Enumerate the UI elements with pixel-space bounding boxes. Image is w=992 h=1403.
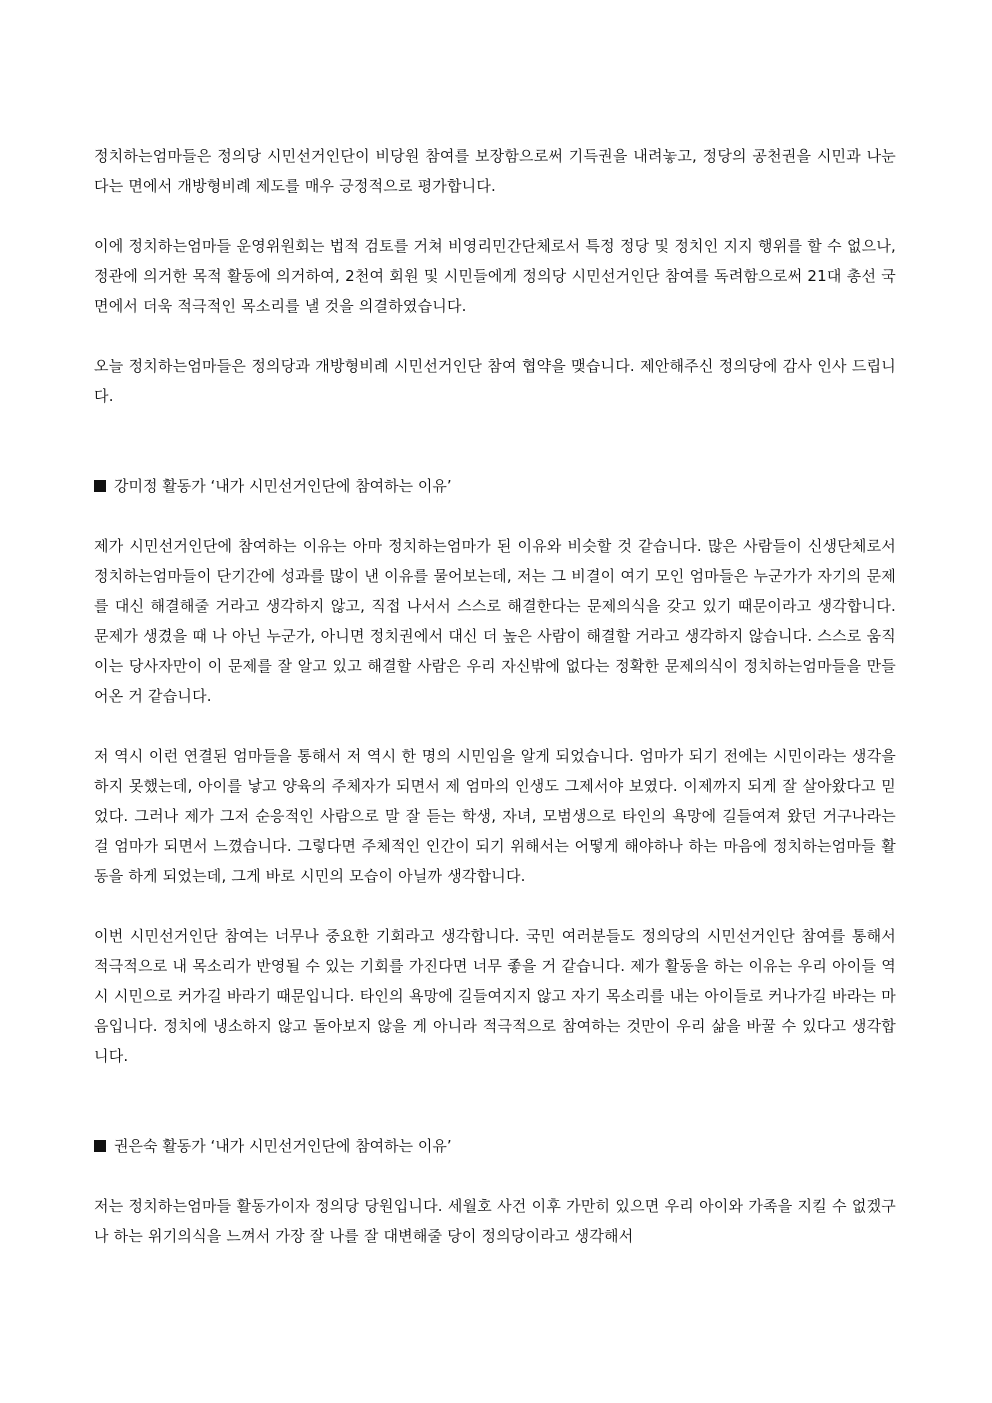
section1-paragraph-3: 이번 시민선거인단 참여는 너무나 중요한 기회라고 생각합니다. 국민 여러분들도 정의당의 시민선거인단 참여를 통해서 적극적으로 내 목소리가 반영될 수 있는 기회를 가진다면 너무 좋을 거 같습니다. 제가 활동을 하는 이유는 우리 아이들 역시 시민으로 커가길 바라기 때문입니다. 타인의 욕망에 길들여지지 않고 자기 목소리를 내는 아이들로 커나가길 바라는 마음입니다. 정치에 냉소하지 않고 돌아보지 않을 게 아니라 적극적으로 참여하는 것만이 우리 삶을 바꿀 수 있다고 생각합니다. <box>94 927 896 1065</box>
black-square-bullet-icon <box>94 480 106 492</box>
intro-paragraph-1: 정치하는엄마들은 정의당 시민선거인단이 비당원 참여를 보장함으로써 기득권을 내려놓고, 정당의 공천권을 시민과 나눈다는 면에서 개방형비례 제도를 매우 긍정적으로 평가합니다. <box>94 147 896 195</box>
intro-paragraph-3: 오늘 정치하는엄마들은 정의당과 개방형비례 시민선거인단 참여 협약을 맺습니다. 제안해주신 정의당에 감사 인사 드립니다. <box>94 357 896 405</box>
document-body <box>94 141 896 1251</box>
section-heading-1-text: 강미정 활동가 ‘내가 시민선거인단에 참여하는 이유’ <box>114 477 452 495</box>
black-square-bullet-icon <box>94 1140 106 1152</box>
section-heading-2 <box>94 1131 896 1161</box>
section-heading-1 <box>94 471 896 501</box>
section2-paragraph-1: 저는 정치하는엄마들 활동가이자 정의당 당원입니다. 세월호 사건 이후 가만히 있으면 우리 아이와 가족을 지킬 수 없겠구나 하는 위기의식을 느껴서 가장 잘 나를 잘 대변해줄 당이 정의당이라고 생각해서 <box>94 1197 896 1245</box>
section1-paragraph-1: 제가 시민선거인단에 참여하는 이유는 아마 정치하는엄마가 된 이유와 비슷할 것 같습니다. 많은 사람들이 신생단체로서 정치하는엄마들이 단기간에 성과를 많이 낸 이유를 물어보는데, 저는 그 비결이 여기 모인 엄마들은 누군가가 자기의 문제를 대신 해결해줄 거라고 생각하지 않고, 직접 나서서 스스로 해결한다는 문제의식을 갖고 있기 때문이라고 생각합니다. 문제가 생겼을 때 나 아닌 누군가, 아니면 정치권에서 대신 더 높은 사람이 해결할 거라고 생각하지 않습니다. 스스로 움직이는 당사자만이 이 문제를 잘 알고 있고 해결할 사람은 우리 자신밖에 없다는 정확한 문제의식이 정치하는엄마들을 만들어온 거 같습니다. <box>94 537 896 705</box>
section-heading-2-text: 권은숙 활동가 ‘내가 시민선거인단에 참여하는 이유’ <box>114 1137 452 1155</box>
intro-paragraph-2: 이에 정치하는엄마들 운영위원회는 법적 검토를 거쳐 비영리민간단체로서 특정 정당 및 정치인 지지 행위를 할 수 없으나, 정관에 의거한 목적 활동에 의거하여, 2천여 회원 및 시민들에게 정의당 시민선거인단 참여를 독려함으로써 21대 총선 국면에서 더욱 적극적인 목소리를 낼 것을 의결하였습니다. <box>94 237 896 315</box>
section1-paragraph-2: 저 역시 이런 연결된 엄마들을 통해서 저 역시 한 명의 시민임을 알게 되었습니다. 엄마가 되기 전에는 시민이라는 생각을 하지 못했는데, 아이를 낳고 양육의 주체자가 되면서 제 엄마의 인생도 그제서야 보였다. 이제까지 되게 잘 살아왔다고 믿었다. 그러나 제가 그저 순응적인 사람으로 말 잘 듣는 학생, 자녀, 모범생으로 타인의 욕망에 길들여져 왔던 거구나라는 걸 엄마가 되면서 느꼈습니다. 그렇다면 주체적인 인간이 되기 위해서는 어떻게 해야하나 하는 마음에 정치하는엄마들 활동을 하게 되었는데, 그게 바로 시민의 모습이 아닐까 생각합니다. <box>94 747 896 885</box>
